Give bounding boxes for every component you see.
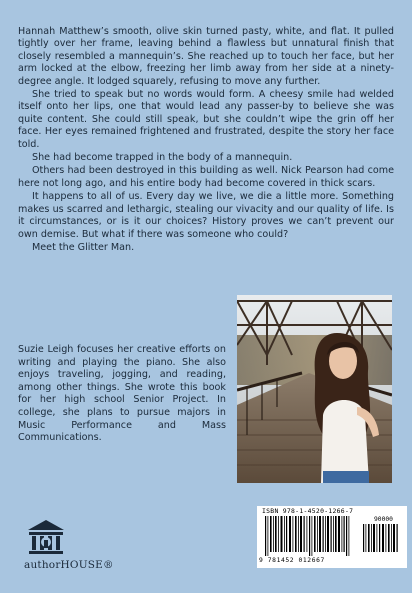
synopsis-paragraph: It happens to all of us. Every day we live, we die a little more. Something makes us scarred and lethargic, stealing our vivacity and our quality of life. Is it circumstances, or is it our choices? History proves we can’t prevent our own demise. But what if there was someone who could? xyxy=(18,191,394,240)
synopsis-paragraph: She had become trapped in the body of a mannequin. xyxy=(32,152,293,164)
synopsis-paragraph: She tried to speak but no words would form. A cheesy smile had welded itself onto her lips, one that would lead any passer-by to believe she was quite content. She could still speak, but she couldn’t wipe the grin off her face. Her eyes remained frightened and frustrated, despite the story her face told. xyxy=(18,89,394,150)
isbn-text: ISBN 978-1-4520-1266-7 xyxy=(262,507,354,515)
synopsis xyxy=(18,26,394,255)
price-code: 90000 xyxy=(374,516,393,523)
author-photo xyxy=(237,295,392,483)
author-bio: Suzie Leigh focuses her creative efforts on writing and playing the piano. She also enjoys traveling, jogging, and reading, among other things. She wrote this book for her high school Senior Project. In college, she plans to pursue majors in Music Performance and Mass Communications. xyxy=(18,344,226,444)
synopsis-paragraph: Meet the Glitter Man. xyxy=(32,241,135,253)
publisher-name: authorHOUSE® xyxy=(24,559,114,571)
synopsis-paragraph: Others had been destroyed in this building as well. Nick Pearson had come here not long ago, and his entire body had become covered in thick scars. xyxy=(18,165,394,189)
barcode-number: 9 781452 012667 xyxy=(259,557,325,564)
synopsis-paragraph: Hannah Matthew’s smooth, olive skin turned pasty, white, and flat. It pulled tightly over her frame, leaving behind a flawless but unnatural finish that closely resembled a mannequin’s. She reached up to touch her face, but her arm locked at the elbow, freezing her limb away from her side at a ninety-degree angle. It lodged squarely, refusing to move any further. xyxy=(18,26,394,87)
